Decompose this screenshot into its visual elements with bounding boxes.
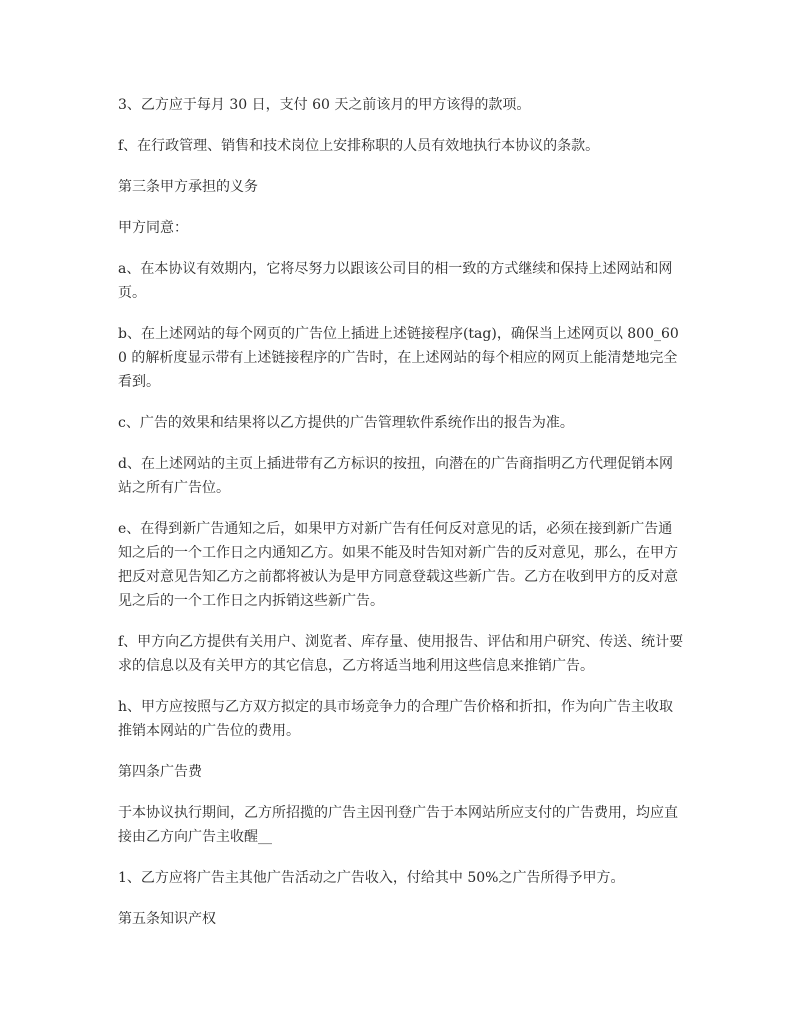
paragraph-party-a-agrees: 甲方同意：: [118, 220, 188, 236]
paragraph-clause-c: c、广告的效果和结果将以乙方提供的广告管理软件系统作出的报告为准。: [118, 415, 574, 431]
paragraph-clause-b: b、在上述网站的每个网页的广告位上插进上述链接程序(tag)，确保当上述网页以 800_600 的解析度显示带有上述链接程序的广告时，在上述网站的每个相应的网页上能清楚地完全看到。: [118, 326, 679, 390]
paragraph-clause-e: e、在得到新广告通知之后，如果甲方对新广告有任何反对意见的话，必须在接到新广告通知之后的一个工作日之内通知乙方。如果不能及时告知对新广告的反对意见，那么，在甲方把反对意见告知乙方之前都将被认为是甲方同意登载这些新广告。乙方在收到甲方的反对意见之后的一个工作日之内拆销这些新广告。: [118, 521, 678, 609]
paragraph-staffing: f、在行政管理、销售和技术岗位上安排称职的人员有效地执行本协议的条款。: [118, 138, 600, 154]
paragraph-ad-fee-collection: 于本协议执行期间，乙方所招揽的广告主因刊登广告于本网站所应支付的广告费用，均应直接由乙方向广告主收醒__: [118, 805, 678, 845]
section-heading-article-4: 第四条广告费: [118, 764, 202, 780]
document-body: [118, 93, 684, 948]
section-heading-article-3: 第三条甲方承担的义务: [118, 179, 258, 195]
paragraph-clause-a: a、在本协议有效期内，它将尽努力以跟该公司目的相一致的方式继续和保持上述网站和网页。: [118, 261, 673, 301]
paragraph-clause-h: h、甲方应按照与乙方双方拟定的具市场竞争力的合理广告价格和折扣，作为向广告主收取推销本网站的广告位的费用。: [118, 699, 674, 739]
paragraph-clause-f: f、甲方向乙方提供有关用户、浏览者、库存量、使用报告、评估和用户研究、传送、统计要求的信息以及有关甲方的其它信息，乙方将适当地利用这些信息来推销广告。: [118, 634, 684, 674]
section-heading-article-5: 第五条知识产权: [118, 911, 216, 927]
paragraph-revenue-share: 1、乙方应将广告主其他广告活动之广告收入，付给其中 50%之广告所得予甲方。: [118, 870, 625, 886]
paragraph-payment-schedule: 3、乙方应于每月 30 日，支付 60 天之前该月的甲方该得的款项。: [118, 97, 531, 113]
paragraph-clause-d: d、在上述网站的主页上插进带有乙方标识的按扭，向潜在的广告商指明乙方代理促销本网站之所有广告位。: [118, 456, 673, 496]
